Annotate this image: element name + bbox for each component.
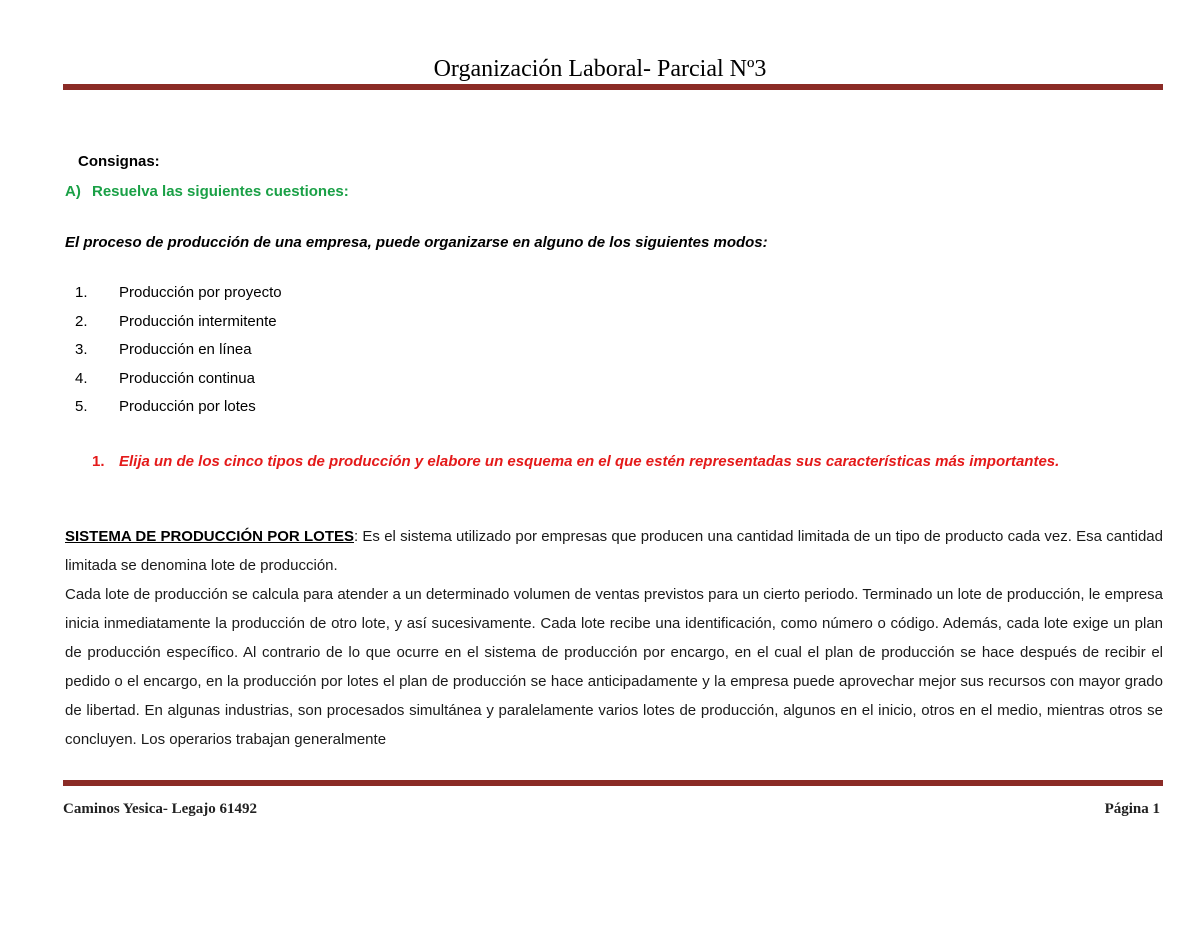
- footer-author: Caminos Yesica- Legajo 61492: [63, 801, 258, 817]
- list-item: [75, 340, 282, 369]
- task-number: 1.: [92, 453, 105, 470]
- list-item-label: Producción por lotes: [119, 398, 256, 415]
- list-item-label: Producción intermitente: [119, 312, 277, 330]
- production-modes-list: [75, 283, 282, 426]
- list-item-number: 1.: [75, 284, 88, 301]
- answer-heading: SISTEMA DE PRODUCCIÓN POR LOTES: [65, 528, 354, 545]
- answer-intro-paragraph: [65, 522, 1163, 580]
- list-item: [75, 312, 282, 341]
- list-item: [75, 397, 282, 426]
- list-item-label: Producción por proyecto: [119, 284, 282, 301]
- section-a-heading: [65, 183, 349, 200]
- answer-body: [65, 522, 1163, 754]
- list-item: [75, 369, 282, 398]
- section-a-marker: A): [65, 183, 81, 200]
- answer-heading-rest: : Es el sistema utilizado por empresas que producen una cantidad limitada de un tipo de producto cada vez. Esa cantidad limitada se denomina lote de producción.: [65, 528, 1163, 574]
- list-item-number: 4.: [75, 369, 88, 387]
- list-item-label: Producción continua: [119, 369, 255, 387]
- intro-question: El proceso de producción de una empresa, puede organizarse en alguno de los siguientes modos:: [65, 234, 768, 251]
- header-rule: [63, 84, 1163, 90]
- footer-rule: [63, 780, 1163, 786]
- task-text: Elija un de los cinco tipos de producción y elabore un esquema en el que estén representadas sus características más importantes.: [119, 453, 1060, 470]
- list-item-number: 3.: [75, 341, 88, 358]
- list-item-label: Producción en línea: [119, 341, 252, 358]
- page-title: Organización Laboral- Parcial Nº3: [433, 56, 767, 82]
- footer-page-number: Página 1: [1104, 801, 1160, 817]
- list-item-number: 2.: [75, 312, 88, 330]
- section-a-label: Resuelva las siguientes cuestiones:: [92, 183, 349, 200]
- list-item: [75, 283, 282, 312]
- task-instruction: [92, 447, 1092, 476]
- list-item-number: 5.: [75, 398, 88, 415]
- answer-paragraph: Cada lote de producción se calcula para atender a un determinado volumen de ventas previstos para un cierto periodo. Terminado un lote de producción, le empresa inicia inmediatamente la producción de otro lote, y así sucesivamente. Cada lote recibe una identificación, como número o código. Además, cada lote exige un plan de producción específico. Al contrario de lo que ocurre en el sistema de producción por encargo, en el cual el plan de producción se hace después de recibir el pedido o el encargo, en la producción por lotes el plan de producción se hace anticipadamente y la empresa puede aprovechar mejor sus recursos con mayor grado de libertad. En algunas industrias, son procesados simultánea y paralelamente varios lotes de producción, algunos en el inicio, otros en el medio, mientras otros se concluyen. Los operarios trabajan generalmente: [65, 586, 1163, 748]
- consignas-label: Consignas:: [78, 153, 160, 170]
